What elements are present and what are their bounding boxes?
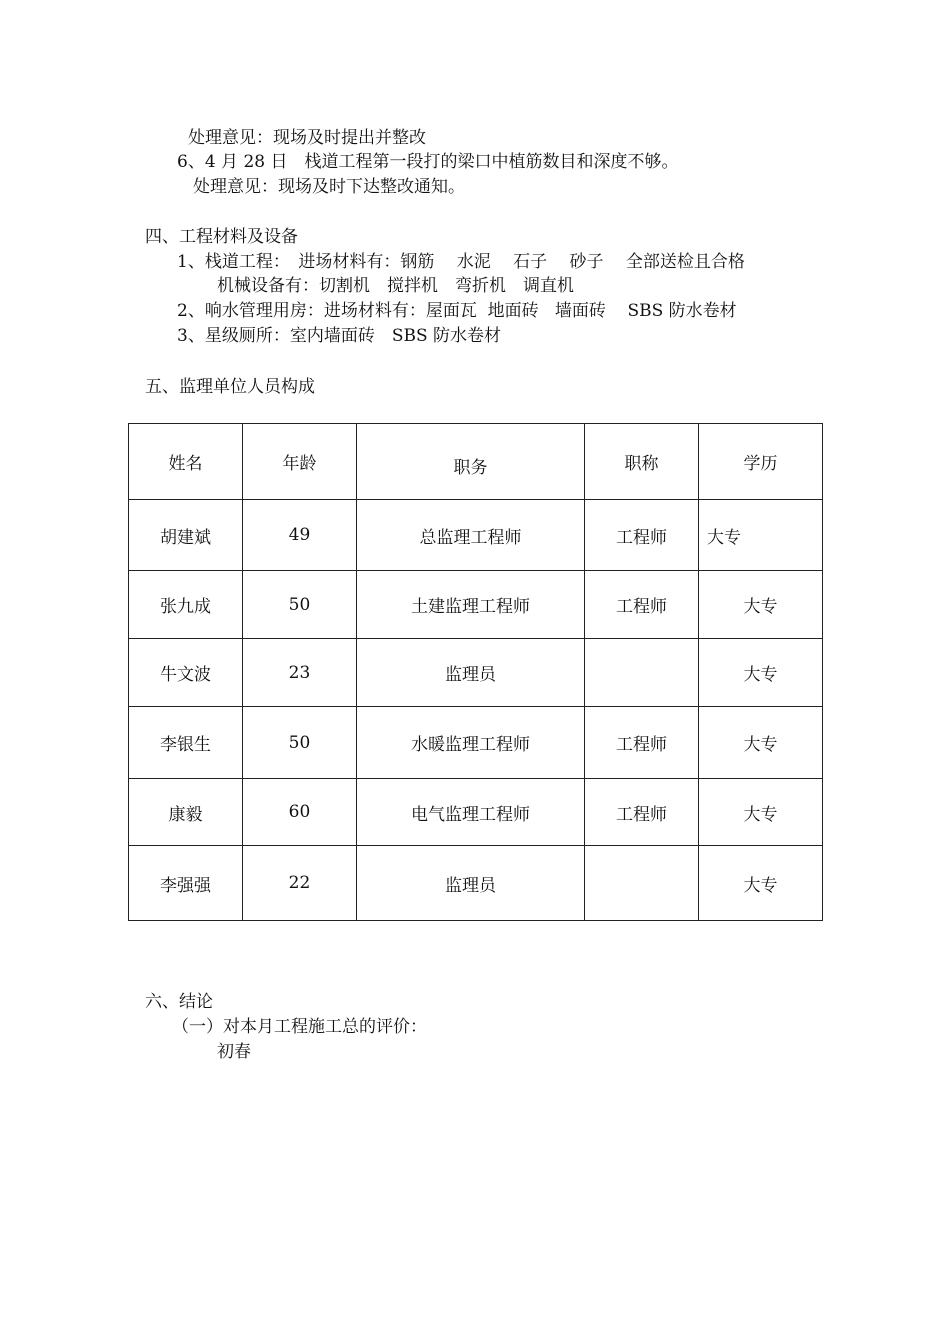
cell-position: 水暖监理工程师	[357, 707, 585, 779]
section-6-text: 初春	[217, 1042, 251, 1062]
cell-education: 大专	[699, 707, 823, 779]
cell-title	[585, 639, 699, 707]
section-6-subheading: （一）对本月工程施工总的评价：	[172, 1017, 427, 1037]
cell-position: 土建监理工程师	[357, 571, 585, 639]
cell-name: 牛文波	[129, 639, 243, 707]
materials-item-2: 2、响水管理用房：进场材料有：屋面瓦 地面砖 墙面砖 SBS 防水卷材	[177, 301, 737, 321]
cell-age: 22	[243, 846, 357, 921]
cell-education: 大专	[699, 571, 823, 639]
cell-education: 大专	[699, 500, 823, 571]
cell-education: 大专	[699, 846, 823, 921]
cell-age: 49	[243, 500, 357, 571]
header-name: 姓名	[129, 424, 243, 500]
cell-title: 工程师	[585, 571, 699, 639]
issue-item-6: 6、4 月 28 日 栈道工程第一段打的梁口中植筋数目和深度不够。	[177, 152, 679, 172]
table-row	[129, 846, 823, 921]
handling-opinion-1: 处理意见：现场及时提出并整改	[188, 128, 426, 148]
materials-item-1: 1、栈道工程： 进场材料有：钢筋 水泥 石子 砂子 全部送检且合格	[177, 252, 745, 272]
cell-title: 工程师	[585, 707, 699, 779]
cell-position: 电气监理工程师	[357, 779, 585, 846]
cell-title: 工程师	[585, 779, 699, 846]
table-row	[129, 500, 823, 571]
cell-title: 工程师	[585, 500, 699, 571]
cell-name: 张九成	[129, 571, 243, 639]
cell-name: 胡建斌	[129, 500, 243, 571]
header-title: 职称	[585, 424, 699, 500]
materials-item-1-equipment: 机械设备有：切割机 搅拌机 弯折机 调直机	[217, 276, 574, 296]
cell-name: 康毅	[129, 779, 243, 846]
cell-education: 大专	[699, 639, 823, 707]
handling-opinion-2: 处理意见：现场及时下达整改通知。	[193, 177, 465, 197]
cell-position: 监理员	[357, 846, 585, 921]
cell-position: 监理员	[357, 639, 585, 707]
cell-name: 李银生	[129, 707, 243, 779]
table-row	[129, 707, 823, 779]
section-6-heading: 六、结论	[145, 992, 213, 1012]
table-header-row	[129, 424, 823, 500]
cell-age: 23	[243, 639, 357, 707]
section-4-heading: 四、工程材料及设备	[145, 227, 298, 247]
table-row	[129, 639, 823, 707]
materials-item-3: 3、星级厕所：室内墙面砖 SBS 防水卷材	[177, 326, 502, 346]
header-position: 职务	[357, 424, 585, 500]
cell-age: 60	[243, 779, 357, 846]
cell-education: 大专	[699, 779, 823, 846]
cell-name: 李强强	[129, 846, 243, 921]
header-age: 年龄	[243, 424, 357, 500]
cell-title	[585, 846, 699, 921]
header-education: 学历	[699, 424, 823, 500]
table-row	[129, 571, 823, 639]
table-row	[129, 779, 823, 846]
cell-position: 总监理工程师	[357, 500, 585, 571]
cell-age: 50	[243, 571, 357, 639]
section-5-heading: 五、监理单位人员构成	[145, 377, 315, 397]
cell-age: 50	[243, 707, 357, 779]
staff-table	[128, 423, 823, 921]
